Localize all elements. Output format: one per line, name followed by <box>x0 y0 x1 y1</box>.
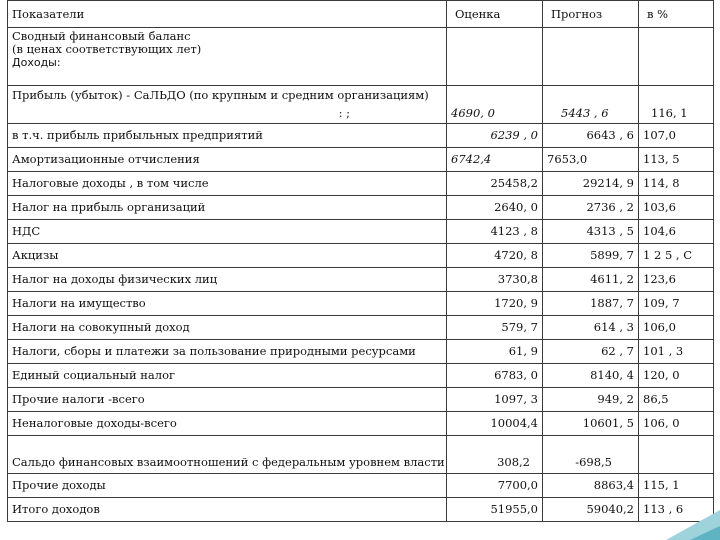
row-estimate: 7700,0 <box>447 474 543 498</box>
row-percent: 106,0 <box>639 316 714 340</box>
table-header-row <box>8 1 714 28</box>
financial-balance-table <box>7 0 714 522</box>
row-percent: 115, 1 <box>639 474 714 498</box>
row-name: Налог на прибыль организаций <box>8 196 447 220</box>
row-percent: 86,5 <box>639 388 714 412</box>
table-row <box>8 388 714 412</box>
row-estimate: 4720, 8 <box>447 244 543 268</box>
row-forecast: 29214, 9 <box>543 172 639 196</box>
row-estimate: 579, 7 <box>447 316 543 340</box>
row-estimate: 1097, 3 <box>447 388 543 412</box>
row-name: Прочие налоги -всего <box>8 388 447 412</box>
row-percent: 103,6 <box>639 196 714 220</box>
table-row <box>8 124 714 148</box>
row-forecast: 949, 2 <box>543 388 639 412</box>
row-name: Акцизы <box>8 244 447 268</box>
section-row <box>8 28 714 86</box>
row-estimate: 1720, 9 <box>447 292 543 316</box>
row-forecast: 8863,4 <box>543 474 639 498</box>
row-forecast: 1887, 7 <box>543 292 639 316</box>
header-forecast: Прогноз <box>543 1 639 28</box>
header-percent: в % <box>639 1 714 28</box>
row-forecast: 4611, 2 <box>543 268 639 292</box>
row-name: Единый социальный налог <box>8 364 447 388</box>
row-name <box>8 86 447 124</box>
row-name: Налог на доходы физических лиц <box>8 268 447 292</box>
row-name: Итого доходов <box>8 498 447 522</box>
row-estimate: 4690, 0 <box>447 86 543 124</box>
row-name: НДС <box>8 220 447 244</box>
section-title <box>8 28 447 86</box>
row-name: Налоги, сборы и платежи за пользование природными ресурсами <box>8 340 447 364</box>
row-estimate: 51955,0 <box>447 498 543 522</box>
section-line-2: (в ценах соответствующих лет) <box>12 42 202 56</box>
table-row <box>8 474 714 498</box>
table-row <box>8 412 714 436</box>
header-name: Показатели <box>8 1 447 28</box>
row-forecast: 4313 , 5 <box>543 220 639 244</box>
row-estimate: 6783, 0 <box>447 364 543 388</box>
row-forecast: 2736 , 2 <box>543 196 639 220</box>
row-name-suffix: : ; <box>338 106 350 120</box>
row-name: в т.ч. прибыль прибыльных предприятий <box>8 124 447 148</box>
row-estimate: 2640, 0 <box>447 196 543 220</box>
row-percent: 113 , 6 <box>639 498 714 522</box>
row-name-text: Прибыль (убыток) - СаЛЬДО (по крупным и средним организациям) <box>12 88 429 102</box>
table-row <box>8 86 714 124</box>
section-empty-forecast <box>543 28 639 86</box>
row-percent <box>639 436 714 474</box>
table-row <box>8 172 714 196</box>
table-row <box>8 436 714 474</box>
row-name: Налоги на имущество <box>8 292 447 316</box>
row-name: Амортизационные отчисления <box>8 148 447 172</box>
row-percent: 120, 0 <box>639 364 714 388</box>
table-row <box>8 498 714 522</box>
row-name: Сальдо финансовых взаимоотношений с федеральным уровнем власти <box>8 436 447 474</box>
row-forecast: 7653,0 <box>543 148 639 172</box>
row-percent: 106, 0 <box>639 412 714 436</box>
table-row <box>8 148 714 172</box>
row-estimate: 10004,4 <box>447 412 543 436</box>
row-estimate: 6239 , 0 <box>447 124 543 148</box>
table-row <box>8 196 714 220</box>
row-name: Неналоговые доходы-всего <box>8 412 447 436</box>
row-percent: 116, 1 <box>639 86 714 124</box>
table-row <box>8 364 714 388</box>
row-estimate: 3730,8 <box>447 268 543 292</box>
section-line-3: Доходы: <box>12 56 61 69</box>
table-row <box>8 220 714 244</box>
row-forecast: 614 , 3 <box>543 316 639 340</box>
row-percent: 109, 7 <box>639 292 714 316</box>
table-row <box>8 244 714 268</box>
row-name: Налоговые доходы , в том числе <box>8 172 447 196</box>
row-estimate: 4123 , 8 <box>447 220 543 244</box>
row-forecast: 10601, 5 <box>543 412 639 436</box>
section-empty-percent <box>639 28 714 86</box>
row-forecast: 62 , 7 <box>543 340 639 364</box>
section-line-1: Сводный финансовый баланс <box>12 29 191 43</box>
row-percent: 101 , 3 <box>639 340 714 364</box>
table-row <box>8 340 714 364</box>
row-name: Прочие доходы <box>8 474 447 498</box>
row-forecast: 6643 , 6 <box>543 124 639 148</box>
row-forecast: 5899, 7 <box>543 244 639 268</box>
section-empty-estimate <box>447 28 543 86</box>
row-estimate: 308,2 <box>447 436 543 474</box>
row-percent: 123,6 <box>639 268 714 292</box>
row-estimate: 61, 9 <box>447 340 543 364</box>
row-estimate: 6742,4 <box>447 148 543 172</box>
table-row <box>8 292 714 316</box>
table-row <box>8 268 714 292</box>
table-row <box>8 316 714 340</box>
row-percent: 107,0 <box>639 124 714 148</box>
row-percent: 1 2 5 , С <box>639 244 714 268</box>
corner-decoration-accent <box>690 526 720 540</box>
row-estimate: 25458,2 <box>447 172 543 196</box>
row-forecast: -698,5 <box>543 436 639 474</box>
row-forecast: 5443 , 6 <box>543 86 639 124</box>
row-percent: 113, 5 <box>639 148 714 172</box>
row-percent: 104,6 <box>639 220 714 244</box>
row-forecast: 59040,2 <box>543 498 639 522</box>
row-forecast: 8140, 4 <box>543 364 639 388</box>
row-name: Налоги на совокупный доход <box>8 316 447 340</box>
row-percent: 114, 8 <box>639 172 714 196</box>
header-estimate: Оценка <box>447 1 543 28</box>
